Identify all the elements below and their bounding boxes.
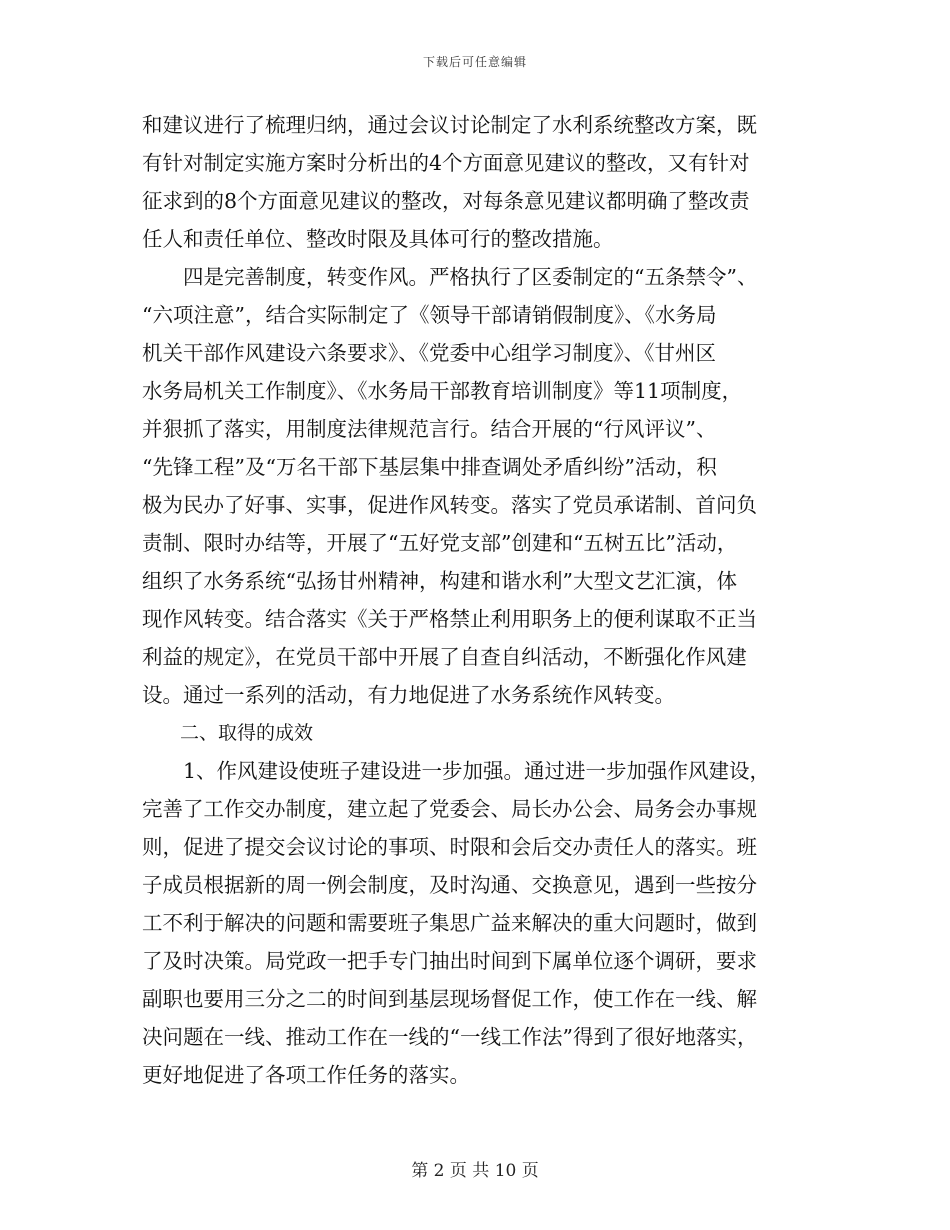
body-line: 极为民办了好事、实事，促进作风转变。落实了党员承诺制、首问负 (142, 493, 757, 517)
body-line: 工不利于解决的问题和需要班子集思广益来解决的重大问题时，做到 (142, 911, 757, 935)
body-line: 更好地促进了各项工作任务的落实。 (142, 1063, 470, 1087)
body-line: 征求到的8个方面意见建议的整改，对每条意见建议都明确了整改责 (142, 189, 750, 213)
body-line: 责制、限时办结等，开展了“五好党支部”创建和“五树五比”活动， (142, 531, 738, 555)
body-line: 四是完善制度，转变作风。严格执行了区委制定的“五条禁令”、 (142, 265, 758, 289)
body-line: 组织了水务系统“弘扬甘州精神，构建和谐水利”大型文艺汇演，体 (142, 569, 737, 593)
body-line: 利益的规定》，在党员干部中开展了自查自纠活动，不断强化作风建 (142, 645, 747, 669)
section-heading: 二、取得的成效 (142, 722, 314, 744)
body-line: 1、作风建设使班子建设进一步加强。通过进一步加强作风建设， (142, 759, 771, 783)
body-line: 决问题在一线、推动工作在一线的“一线工作法”得到了很好地落实， (142, 1025, 758, 1049)
body-line: 水务局机关工作制度》、《水务局干部教育培训制度》等11项制度， (142, 379, 743, 403)
body-line: 子成员根据新的周一例会制度，及时沟通、交换意见，遇到一些按分 (142, 873, 757, 897)
body-line: 任人和责任单位、整改时限及具体可行的整改措施。 (142, 227, 614, 251)
body-line: 则，促进了提交会议讨论的事项、时限和会后交办责任人的落实。班 (142, 835, 757, 859)
body-line: 并狠抓了落实，用制度法律规范言行。结合开展的“行风评议”、 (142, 417, 717, 441)
body-line: 设。通过一系列的活动，有力地促进了水务系统作风转变。 (142, 683, 675, 707)
body-line: 现作风转变。结合落实《关于严格禁止利用职务上的便利谋取不正当 (142, 607, 757, 631)
body-line: 了及时决策。局党政一把手专门抽出时间到下属单位逐个调研，要求 (142, 949, 757, 973)
body-line: 有针对制定实施方案时分析出的4个方面意见建议的整改，又有针对 (142, 151, 750, 175)
page-header: 下载后可任意编辑 (422, 55, 527, 69)
body-line: “六项注意”，结合实际制定了《领导干部请销假制度》、《水务局 (142, 303, 717, 327)
body-line: 副职也要用三分之二的时间到基层现场督促工作，使工作在一线、解 (142, 987, 757, 1011)
body-line: 和建议进行了梳理归纳，通过会议讨论制定了水利系统整改方案，既 (142, 113, 757, 137)
document-body (142, 106, 802, 1094)
body-line: 完善了工作交办制度，建立起了党委会、局长办公会、局务会办事规 (142, 797, 757, 821)
page-number-footer: 第 2 页 共 10 页 (411, 1161, 539, 1181)
body-line: “先锋工程”及“万名干部下基层集中排查调处矛盾纠纷”活动，积 (142, 455, 717, 479)
body-line: 机关干部作风建设六条要求》、《党委中心组学习制度》、《甘州区 (142, 341, 716, 365)
